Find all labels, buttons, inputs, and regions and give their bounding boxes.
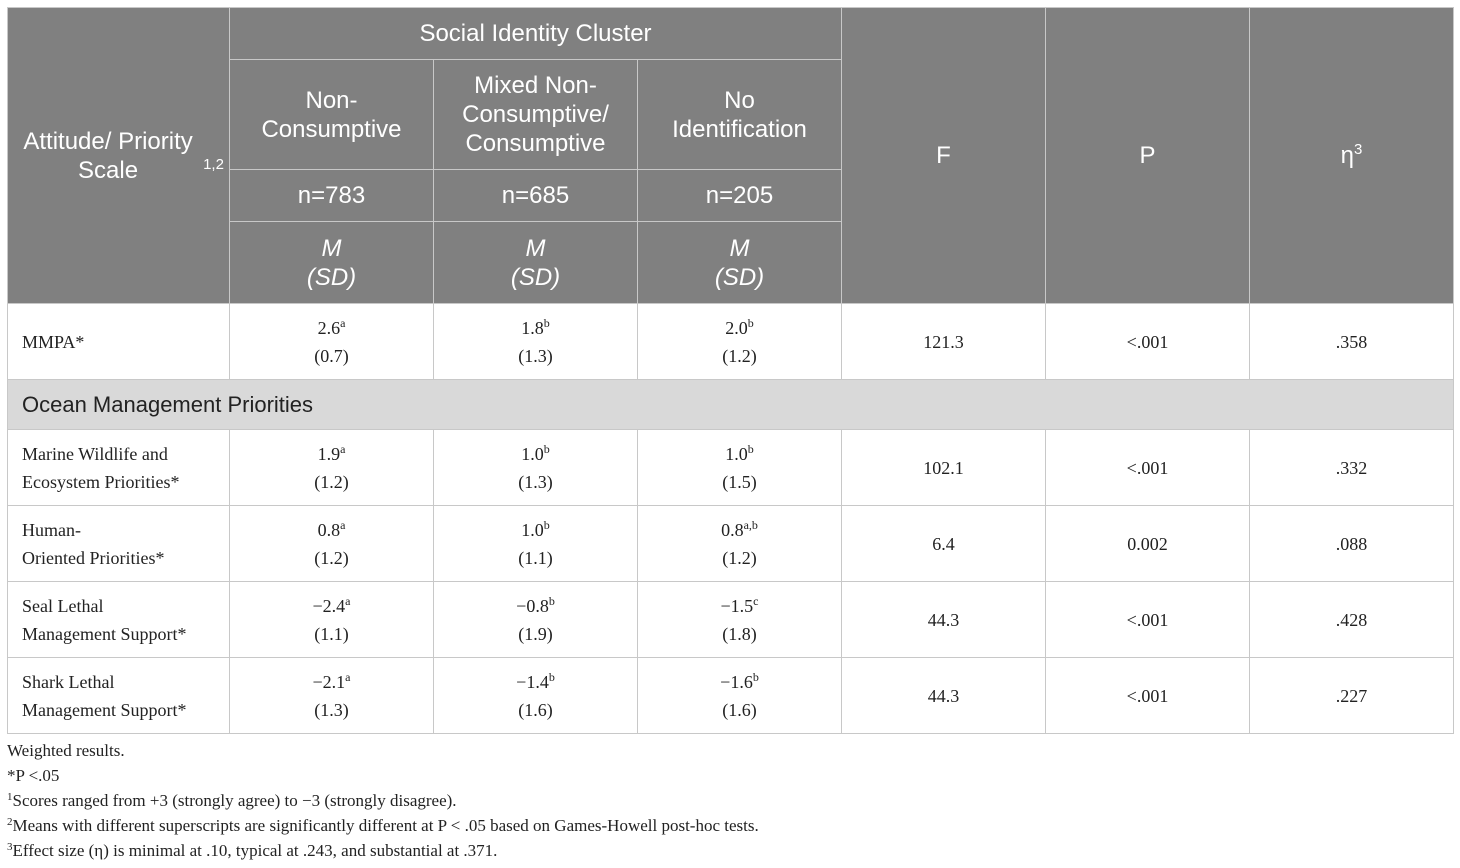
p-value: <.001	[1046, 430, 1250, 506]
section-title: Ocean Management Priorities	[8, 380, 1454, 430]
row-label-line: Shark Lethal	[22, 671, 115, 692]
mean-value: 1.0	[725, 443, 748, 464]
superscript: c	[753, 593, 759, 608]
row-label-line: Ecosystem Priorities*	[22, 471, 180, 492]
sd-value: (1.6)	[518, 699, 553, 720]
stat-cell	[434, 430, 638, 506]
mean-value: 2.6	[317, 317, 341, 338]
superscript: b	[752, 669, 759, 684]
footnote-text: Means with different superscripts are significantly different at P < .05 based on Games-Howell post-hoc tests.	[12, 816, 759, 835]
superscript: a	[340, 315, 346, 330]
stat-cell	[638, 506, 842, 582]
sd-value: (1.6)	[722, 699, 757, 720]
row-label-header-sup: 1,2	[203, 155, 224, 173]
sd-value: (1.2)	[722, 547, 757, 568]
superscript: a	[345, 669, 351, 684]
sd-value: (1.8)	[722, 623, 757, 644]
mean-value: 0.8	[721, 519, 744, 540]
stat-cell	[230, 430, 434, 506]
stat-cell	[434, 582, 638, 658]
row-label-header	[8, 8, 230, 304]
mean-label: M	[525, 234, 546, 262]
stat-cell	[434, 304, 638, 380]
superscript: b	[747, 441, 754, 456]
f-value: 6.4	[842, 506, 1046, 582]
f-value: 121.3	[842, 304, 1046, 380]
stat-cell	[230, 582, 434, 658]
superscript: b	[548, 669, 555, 684]
p-header: P	[1046, 8, 1250, 304]
mean-value: −2.4	[312, 595, 346, 616]
cluster-name-header: Mixed Non-Consumptive/ Consumptive	[434, 60, 638, 170]
row-label	[8, 506, 230, 582]
cluster-n-header: n=685	[434, 170, 638, 222]
mean-label: M	[729, 234, 750, 262]
mean-value: 1.0	[521, 519, 544, 540]
eta-value: .428	[1250, 582, 1454, 658]
stat-cell	[230, 658, 434, 734]
row-label	[8, 304, 230, 380]
table-footnotes	[7, 738, 1453, 863]
row-label	[8, 658, 230, 734]
row-label	[8, 430, 230, 506]
mean-value: −1.5	[720, 595, 754, 616]
p-value: <.001	[1046, 582, 1250, 658]
mean-value: −0.8	[516, 595, 549, 616]
table-row	[8, 304, 1454, 380]
superscript: a	[345, 593, 351, 608]
superscript: b	[548, 593, 555, 608]
mean-value: −1.6	[720, 671, 753, 692]
row-label-line: MMPA*	[22, 331, 85, 352]
mean-label: M	[321, 234, 342, 262]
footnote	[7, 813, 1453, 838]
stat-cell	[638, 582, 842, 658]
eta-value: .227	[1250, 658, 1454, 734]
eta-header-sup: 3	[1354, 141, 1363, 158]
cluster-stat-header	[230, 222, 434, 304]
row-label-header-text: Attitude/ Priority Scale	[23, 127, 193, 184]
superscript: b	[747, 315, 754, 330]
stat-cell	[638, 304, 842, 380]
footnote-text: *P <.05	[7, 766, 60, 785]
footnote-text: Effect size (η) is minimal at .10, typical at .243, and substantial at .371.	[12, 841, 498, 860]
cluster-group-header: Social Identity Cluster	[230, 8, 842, 60]
sd-label: (SD)	[306, 263, 357, 291]
sd-value: (1.3)	[314, 699, 349, 720]
sd-value: (1.2)	[314, 471, 349, 492]
eta-header	[1250, 8, 1454, 304]
p-value: <.001	[1046, 304, 1250, 380]
cluster-stat-header	[434, 222, 638, 304]
row-label-line: Management Support*	[22, 623, 187, 644]
footnote	[7, 788, 1453, 813]
superscript: a,b	[743, 517, 758, 532]
cluster-n-header: n=783	[230, 170, 434, 222]
stat-cell	[434, 506, 638, 582]
eta-value: .088	[1250, 506, 1454, 582]
p-value: 0.002	[1046, 506, 1250, 582]
sd-value: (1.3)	[518, 345, 553, 366]
footnote-marker: 3	[7, 841, 13, 853]
f-header: F	[842, 8, 1046, 304]
stat-cell	[638, 430, 842, 506]
results-table	[7, 7, 1454, 734]
mean-value: 2.0	[725, 317, 748, 338]
table-body	[8, 304, 1454, 734]
sd-value: (1.1)	[314, 623, 349, 644]
f-value: 44.3	[842, 658, 1046, 734]
sd-value: (1.3)	[518, 471, 553, 492]
superscript: b	[543, 517, 550, 532]
stat-cell	[638, 658, 842, 734]
row-label-line: Marine Wildlife and	[22, 443, 168, 464]
superscript: a	[340, 517, 346, 532]
sd-label: (SD)	[714, 263, 765, 291]
table-row	[8, 582, 1454, 658]
sd-label: (SD)	[510, 263, 561, 291]
stat-cell	[434, 658, 638, 734]
sd-value: (0.7)	[314, 345, 349, 366]
footnote-marker: 2	[7, 816, 13, 828]
mean-value: 1.0	[521, 443, 544, 464]
footnote	[7, 763, 1453, 788]
row-label-line: Human-	[22, 519, 81, 540]
superscript: a	[340, 441, 346, 456]
sd-value: (1.2)	[722, 345, 757, 366]
row-label-line: Management Support*	[22, 699, 187, 720]
mean-value: 0.8	[317, 519, 341, 540]
mean-value: 1.8	[521, 317, 544, 338]
eta-value: .358	[1250, 304, 1454, 380]
stat-cell	[230, 304, 434, 380]
eta-header-text: η	[1340, 142, 1354, 169]
table-row	[8, 430, 1454, 506]
section-row	[8, 380, 1454, 430]
mean-value: −2.1	[312, 671, 346, 692]
sd-value: (1.1)	[518, 547, 553, 568]
superscript: b	[543, 441, 550, 456]
sd-value: (1.9)	[518, 623, 553, 644]
superscript: b	[543, 315, 550, 330]
f-value: 102.1	[842, 430, 1046, 506]
mean-value: −1.4	[516, 671, 549, 692]
footnote	[7, 838, 1453, 863]
row-label-line: Seal Lethal	[22, 595, 104, 616]
footnote-text: Scores ranged from +3 (strongly agree) to −3 (strongly disagree).	[12, 791, 457, 810]
stat-cell	[230, 506, 434, 582]
table-row	[8, 506, 1454, 582]
table-header	[8, 8, 1454, 304]
f-value: 44.3	[842, 582, 1046, 658]
eta-value: .332	[1250, 430, 1454, 506]
sd-value: (1.2)	[314, 547, 349, 568]
footnote	[7, 738, 1453, 763]
footnote-marker: 1	[7, 791, 13, 803]
cluster-name-header: Non- Consumptive	[230, 60, 434, 170]
cluster-n-header: n=205	[638, 170, 842, 222]
row-label-line: Oriented Priorities*	[22, 547, 165, 568]
mean-value: 1.9	[317, 443, 341, 464]
sd-value: (1.5)	[722, 471, 757, 492]
table-row	[8, 658, 1454, 734]
cluster-stat-header	[638, 222, 842, 304]
footnote-text: Weighted results.	[7, 741, 125, 760]
row-label	[8, 582, 230, 658]
p-value: <.001	[1046, 658, 1250, 734]
cluster-name-header: No Identification	[638, 60, 842, 170]
